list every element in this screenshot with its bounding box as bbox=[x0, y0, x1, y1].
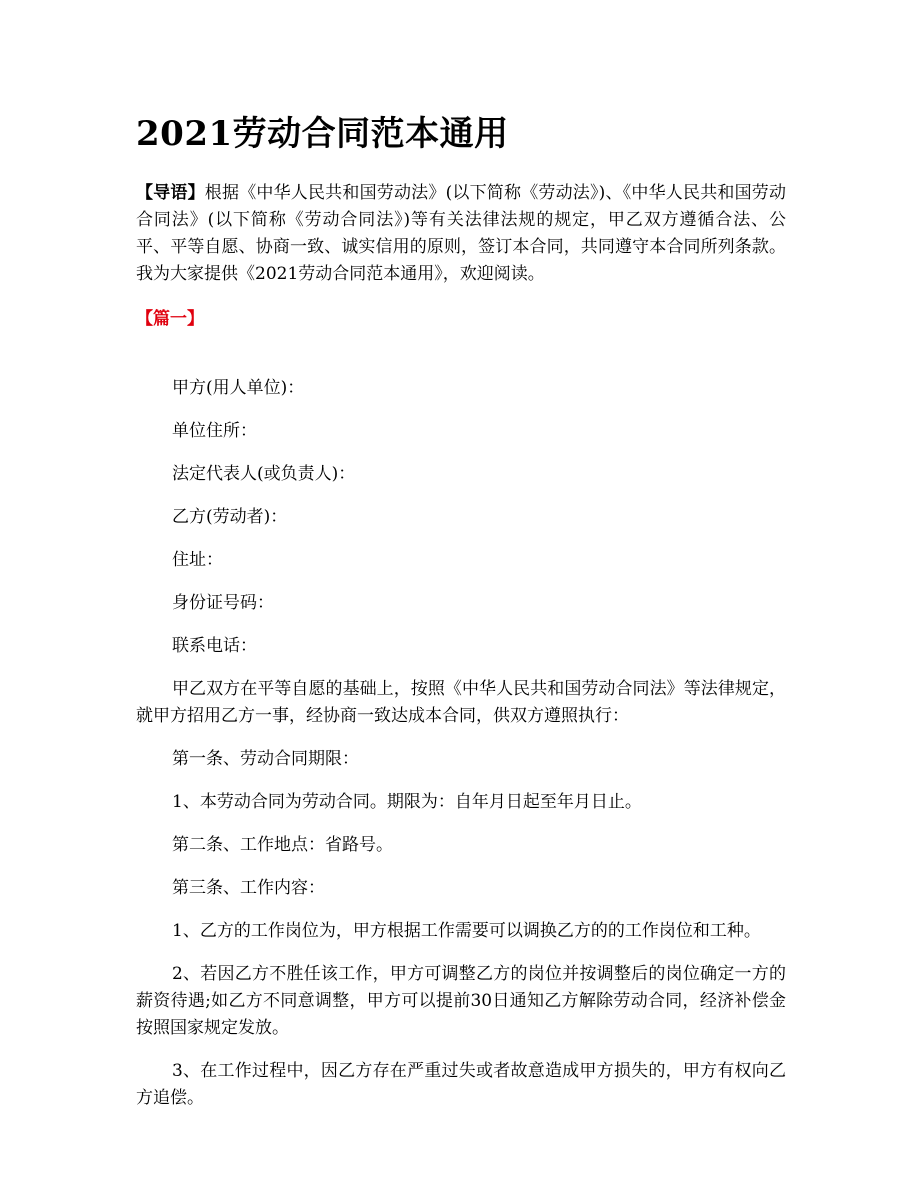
intro-text: 根据《中华人民共和国劳动法》(以下简称《劳动法》)、《中华人民共和国劳动合同法》(以下简称《劳动合同法》)等有关法律法规的规定，甲乙双方遵循合法、公平、平等自愿、协商一致、诚实信用的原则，签订本合同，共同遵守本合同所列条款。我为大家提供《2021劳动合同范本通用》，欢迎阅读。 bbox=[136, 183, 787, 284]
legal-representative: 法定代表人(或负责人)： bbox=[172, 464, 356, 484]
article-3-item-2: 2、若因乙方不胜任该工作，甲方可调整乙方的岗位并按调整后的岗位确定一方的薪资待遇;如乙方不同意调整，甲方可以提前30日通知乙方解除劳动合同，经济补偿金按照国家规定发放。 bbox=[136, 964, 786, 1038]
article-3-heading: 第三条、工作内容： bbox=[172, 878, 325, 898]
article-2-heading: 第二条、工作地点：省路号。 bbox=[172, 835, 393, 855]
employee-address: 住址： bbox=[172, 550, 223, 570]
article-3-item-1: 1、乙方的工作岗位为，甲方根据工作需要可以调换乙方的的工作岗位和工种。 bbox=[172, 921, 761, 941]
section-heading: 【篇一】 bbox=[136, 309, 204, 329]
article-1-heading: 第一条、劳动合同期限： bbox=[172, 749, 359, 769]
party-a-employer: 甲方(用人单位)： bbox=[172, 378, 305, 398]
contract-preamble: 甲乙双方在平等自愿的基础上，按照《中华人民共和国劳动合同法》等法律规定，就甲方招用乙方一事，经协商一致达成本合同，供双方遵照执行： bbox=[136, 679, 786, 726]
id-number: 身份证号码： bbox=[172, 593, 274, 613]
intro-paragraph bbox=[136, 180, 786, 288]
article-3-item-3: 3、在工作过程中，因乙方存在严重过失或者故意造成甲方损失的，甲方有权向乙方追偿。 bbox=[136, 1061, 786, 1108]
intro-label: 【导语】 bbox=[136, 183, 205, 203]
document-title: 2021劳动合同范本通用 bbox=[136, 114, 509, 154]
contact-phone: 联系电话： bbox=[172, 636, 257, 656]
party-b-employee: 乙方(劳动者)： bbox=[172, 507, 288, 527]
contract-body bbox=[136, 375, 786, 1112]
employer-address: 单位住所： bbox=[172, 421, 257, 441]
article-1-item-1: 1、本劳动合同为劳动合同。期限为：自年月日起至年月日止。 bbox=[172, 792, 642, 812]
